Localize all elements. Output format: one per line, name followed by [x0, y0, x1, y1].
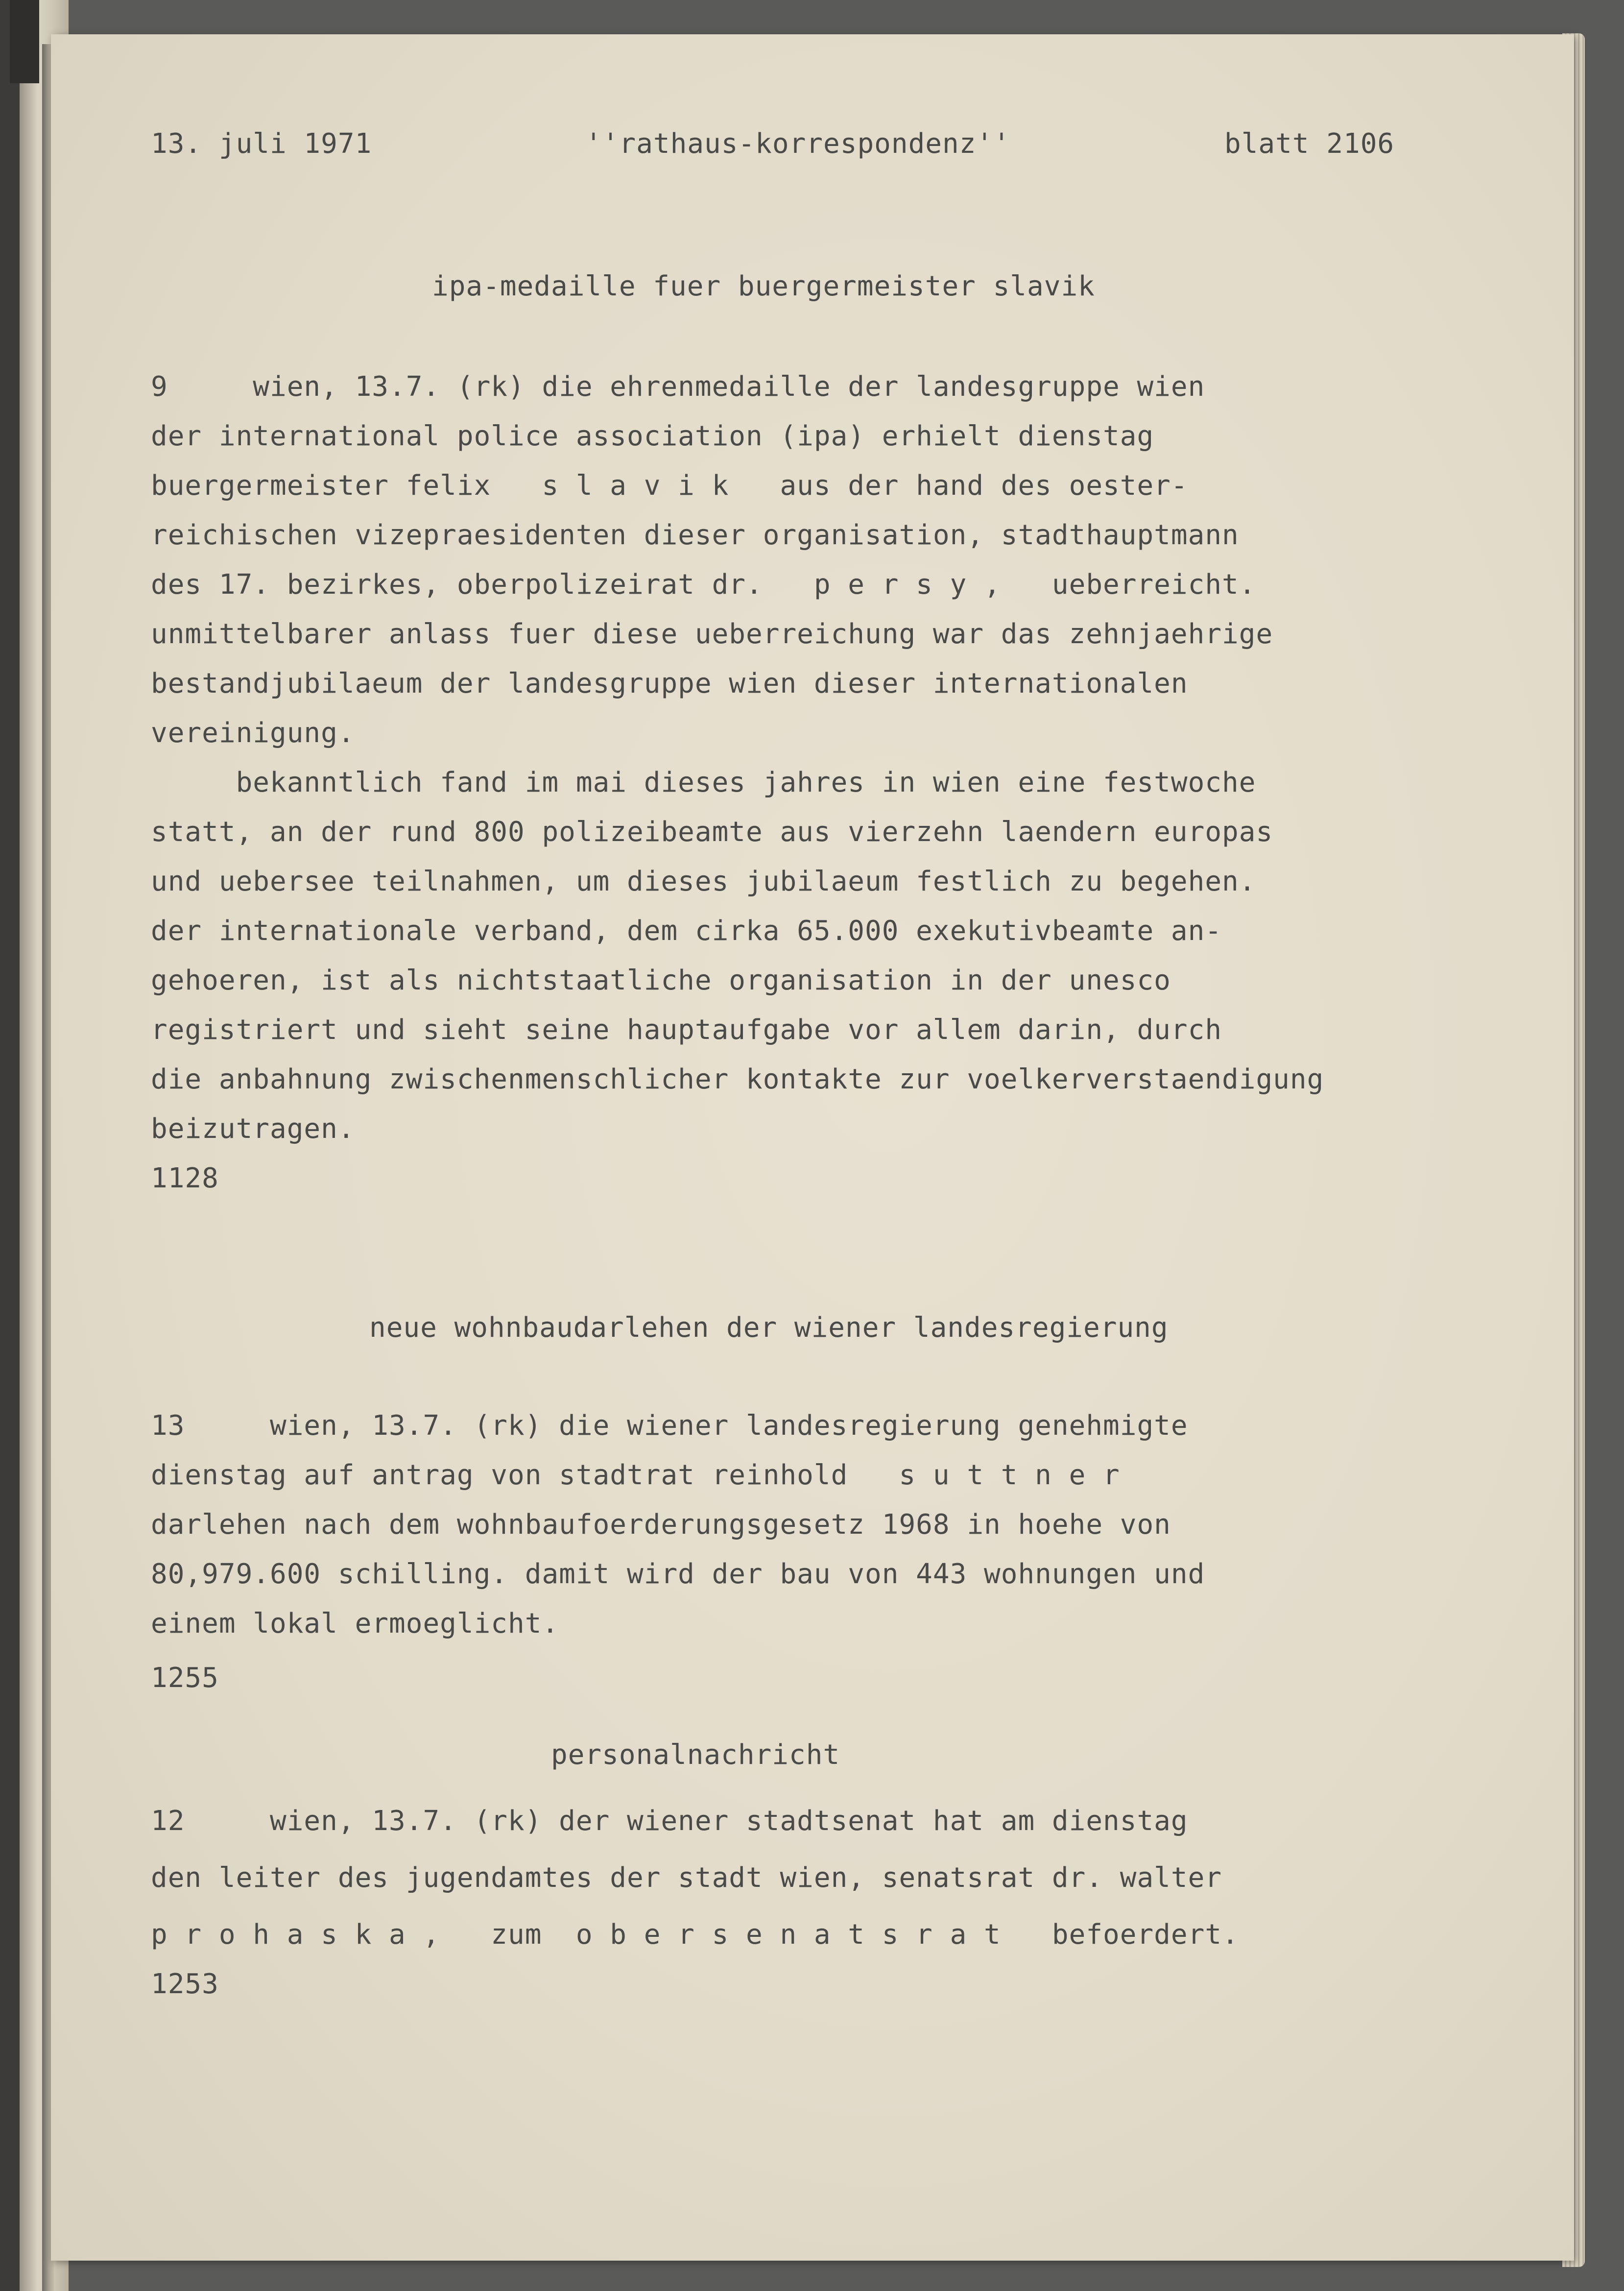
article-1-line: beizutragen.	[151, 1113, 355, 1145]
article-2-line: 13 wien, 13.7. (rk) die wiener landesregierung genehmigte	[151, 1410, 1188, 1442]
article-2-code: 1255	[151, 1662, 219, 1694]
article-1-line: bekanntlich fand im mai dieses jahres in wien eine festwoche	[151, 767, 1256, 798]
article-1-line: gehoeren, ist als nichtstaatliche organisation in der unesco	[151, 965, 1171, 996]
article-1-line: statt, an der rund 800 polizeibeamte aus vierzehn laendern europas	[151, 816, 1273, 848]
article-2-line: einem lokal ermoeglicht.	[151, 1608, 559, 1640]
header-date: 13. juli 1971	[151, 128, 372, 160]
binding-shadow	[0, 0, 20, 2291]
article-1-title: ipa-medaille fuer buergermeister slavik	[432, 270, 1095, 302]
article-1-line: der internationale verband, dem cirka 65.000 exekutivbeamte an-	[151, 915, 1222, 947]
article-1-line: bestandjubilaeum der landesgruppe wien dieser internationalen	[151, 668, 1188, 699]
article-1-code: 1128	[151, 1162, 219, 1194]
article-1-line: reichischen vizepraesidenten dieser organisation, stadthauptmann	[151, 519, 1239, 551]
article-3-line: 12 wien, 13.7. (rk) der wiener stadtsenat hat am dienstag	[151, 1805, 1188, 1837]
article-2-title: neue wohnbaudarlehen der wiener landesregierung	[369, 1312, 1169, 1344]
article-3-line: p r o h a s k a , zum o b e r s e n a t s r a t befoerdert.	[151, 1919, 1239, 1951]
binding-spine	[10, 0, 39, 83]
article-3-line: den leiter des jugendamtes der stadt wien, senatsrat dr. walter	[151, 1862, 1222, 1894]
article-1-line: und uebersee teilnahmen, um dieses jubilaeum festlich zu begehen.	[151, 866, 1256, 897]
article-2-line: darlehen nach dem wohnbaufoerderungsgesetz 1968 in hoehe von	[151, 1509, 1171, 1541]
article-3-title: personalnachricht	[551, 1739, 840, 1771]
article-1-line: die anbahnung zwischenmenschlicher kontakte zur voelkerverstaendigung	[151, 1063, 1324, 1095]
article-1-line: des 17. bezirkes, oberpolizeirat dr. p e r s y , ueberreicht.	[151, 569, 1256, 601]
header-publication: ''rathaus-korrespondenz''	[585, 128, 1010, 160]
article-3-code: 1253	[151, 1968, 219, 2000]
article-1-line: der international police association (ipa) erhielt dienstag	[151, 420, 1154, 452]
article-1-line: buergermeister felix s l a v i k aus der hand des oester-	[151, 470, 1188, 502]
article-1-line: unmittelbarer anlass fuer diese ueberreichung war das zehnjaehrige	[151, 618, 1273, 650]
article-1-line: registriert und sieht seine hauptaufgabe vor allem darin, durch	[151, 1014, 1222, 1046]
header-sheet-number: blatt 2106	[1224, 128, 1395, 160]
article-2-line: 80,979.600 schilling. damit wird der bau von 443 wohnungen und	[151, 1558, 1205, 1590]
article-1-line: 9 wien, 13.7. (rk) die ehrenmedaille der landesgruppe wien	[151, 371, 1205, 403]
article-1-line: vereinigung.	[151, 717, 355, 749]
article-2-line: dienstag auf antrag von stadtrat reinhold s u t t n e r	[151, 1459, 1120, 1491]
